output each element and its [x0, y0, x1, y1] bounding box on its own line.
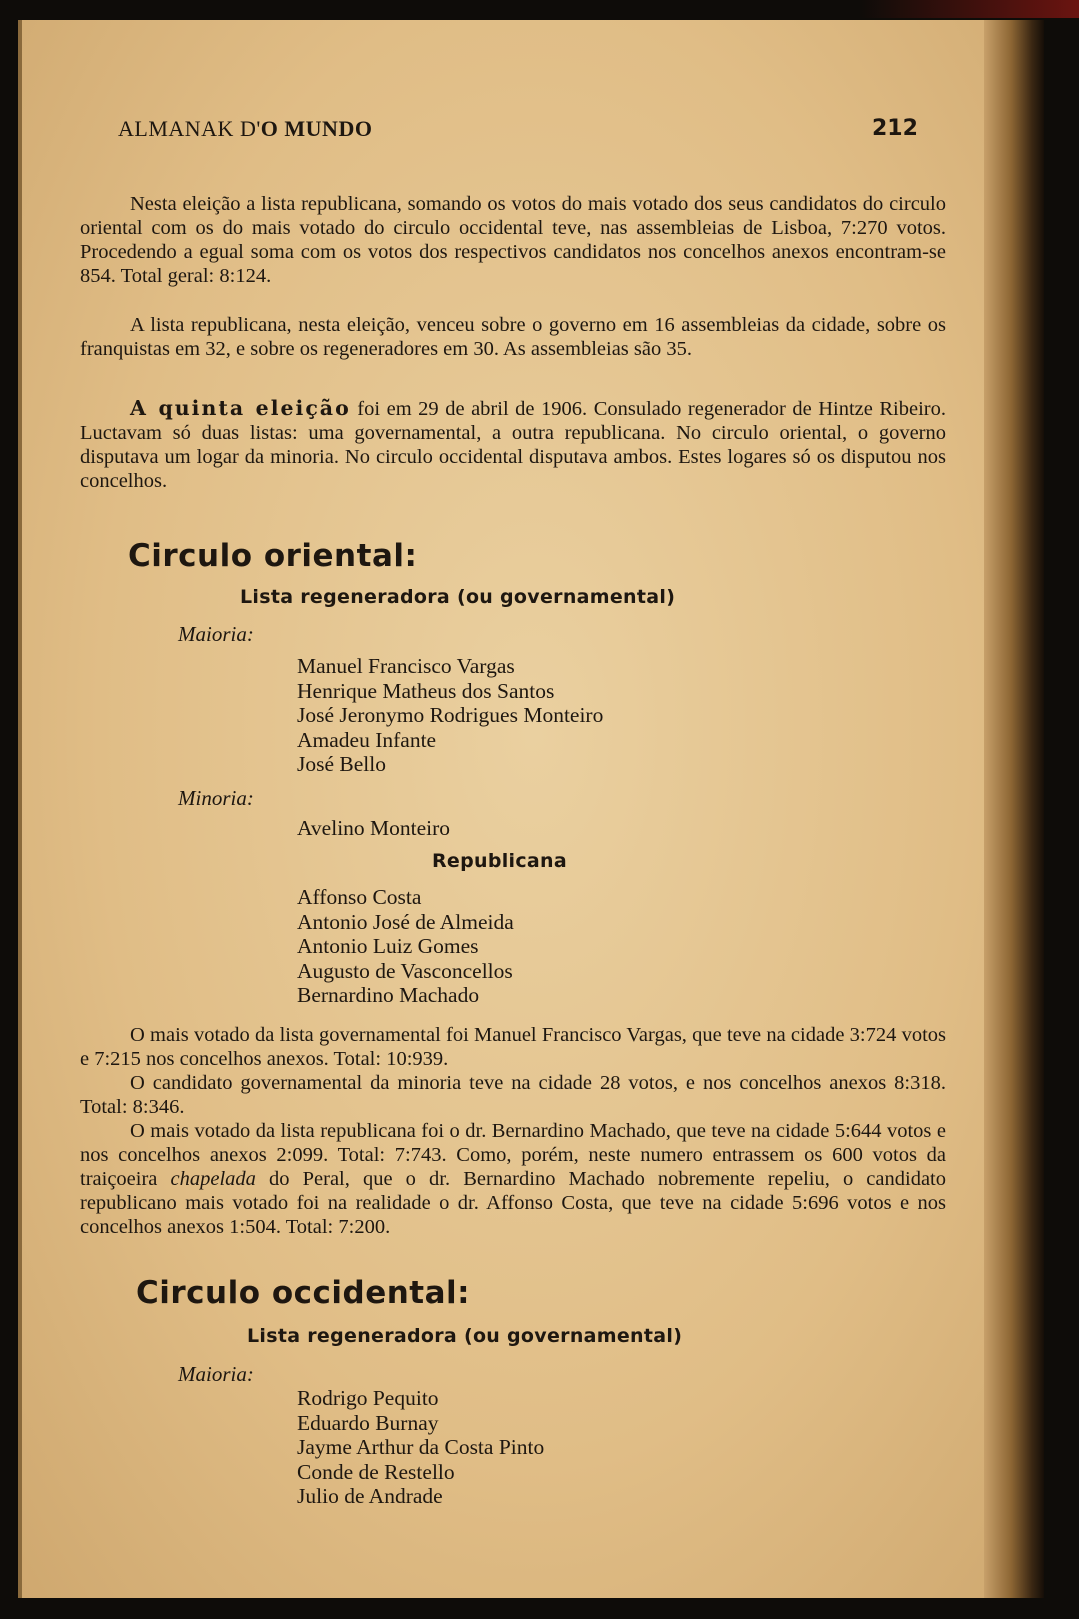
occidental-majority-list — [297, 1386, 544, 1509]
results-paragraph-1: O mais votado da lista governamental foi Manuel Francisco Vargas, que teve na cidade 3:724 votos e 7:215 nos concelhos anexos. Total: 10:939. — [80, 1024, 946, 1070]
list-item: Manuel Francisco Vargas — [297, 654, 515, 678]
list-item: Julio de Andrade — [297, 1484, 443, 1508]
oriental-majority-list — [297, 654, 603, 777]
results-text-a: O mais votado da lista republicana foi o dr. Bernardino Machado, que teve na cidade 5:644 votos e nos concelhos anexos 2:099. Total: 7:743. Como, porém, neste numero entrassem os 600 votos da traiçoeira — [80, 1120, 946, 1190]
list-item: Bernardino Machado — [297, 983, 480, 1007]
list-item: Rodrigo Pequito — [297, 1386, 439, 1410]
occidental-majority-label: Maioria: — [178, 1362, 254, 1386]
list-item: Amadeu Infante — [297, 727, 437, 752]
list-item: Henrique Matheus dos Santos — [297, 678, 555, 703]
oriental-gov-list-title: Lista regeneradora (ou governamental) — [240, 586, 676, 608]
list-item: Eduardo Burnay — [297, 1410, 439, 1435]
oriental-minority-list — [297, 816, 450, 841]
page-number: 212 — [872, 116, 918, 141]
running-title-brand: O MUNDO — [260, 116, 373, 141]
running-header — [118, 116, 372, 142]
oriental-republican-list — [297, 885, 514, 1008]
fifth-election-lead: A quinta eleição — [130, 396, 351, 420]
list-item: José Jeronymo Rodrigues Monteiro — [297, 703, 604, 727]
oriental-majority-label: Maioria: — [178, 622, 254, 646]
intro-paragraph-2: A lista republicana, nesta eleição, venceu sobre o governo em 16 assembleias da cidade, sobre os franquistas em 32, e sobre os regeneradores em 30. As assembleias são 35. — [80, 314, 946, 360]
running-title-prefix: ALMANAK D' — [118, 116, 261, 141]
section-title-oriental: Circulo oriental: — [128, 538, 418, 574]
list-item: José Bello — [297, 752, 386, 776]
list-item: Jayme Arthur da Costa Pinto — [297, 1435, 545, 1459]
list-item: Affonso Costa — [297, 885, 422, 909]
list-item: Avelino Monteiro — [297, 816, 451, 840]
occidental-gov-list-title: Lista regeneradora (ou governamental) — [247, 1325, 683, 1347]
emphasis-chapelada: chapelada — [170, 1168, 256, 1190]
results-paragraph-3 — [80, 1119, 946, 1239]
intro-paragraph-1: Nesta eleição a lista republicana, somando os votos do mais votado dos seus candidatos do circulo oriental com os do mais votado do circulo occidental teve, nas assembleias de Lisboa, 7:270 votos. Procedendo a egual soma com os votos dos respectivos candidatos nos concelhos anexos encontram-se 854. Total geral: 8:124. — [80, 193, 946, 287]
list-item: Augusto de Vasconcellos — [297, 958, 513, 983]
oriental-minority-label: Minoria: — [178, 786, 254, 810]
results-paragraph-2: O candidato governamental da minoria teve na cidade 28 votos, e nos concelhos anexos 8:318. Total: 8:346. — [80, 1072, 946, 1118]
list-item: Antonio Luiz Gomes — [297, 934, 479, 958]
results-text-b: do Peral, que o dr. Bernardino Machado nobremente repeliu, o candidato republicano mais votado foi na realidade o dr. Affonso Costa, que teve na cidade 5:696 votos e nos concelhos anexos 1:504. Total: 7:200. — [80, 1168, 946, 1238]
fifth-election-text: foi em 29 de abril de 1906. Consulado regenerador de Hintze Ribeiro. Luctavam só duas listas: uma governamental, a outra republicana. No circulo oriental, o governo disputava um logar da minoria. No circulo occidental disputava ambos. Estes logares só os disputou nos concelhos. — [80, 398, 947, 492]
list-item: Conde de Restello — [297, 1459, 455, 1484]
list-item: Antonio José de Almeida — [297, 909, 514, 934]
section-title-occidental: Circulo occidental: — [136, 1275, 471, 1311]
intro-paragraph-3 — [80, 396, 946, 493]
oriental-rep-list-title: Republicana — [432, 850, 568, 872]
